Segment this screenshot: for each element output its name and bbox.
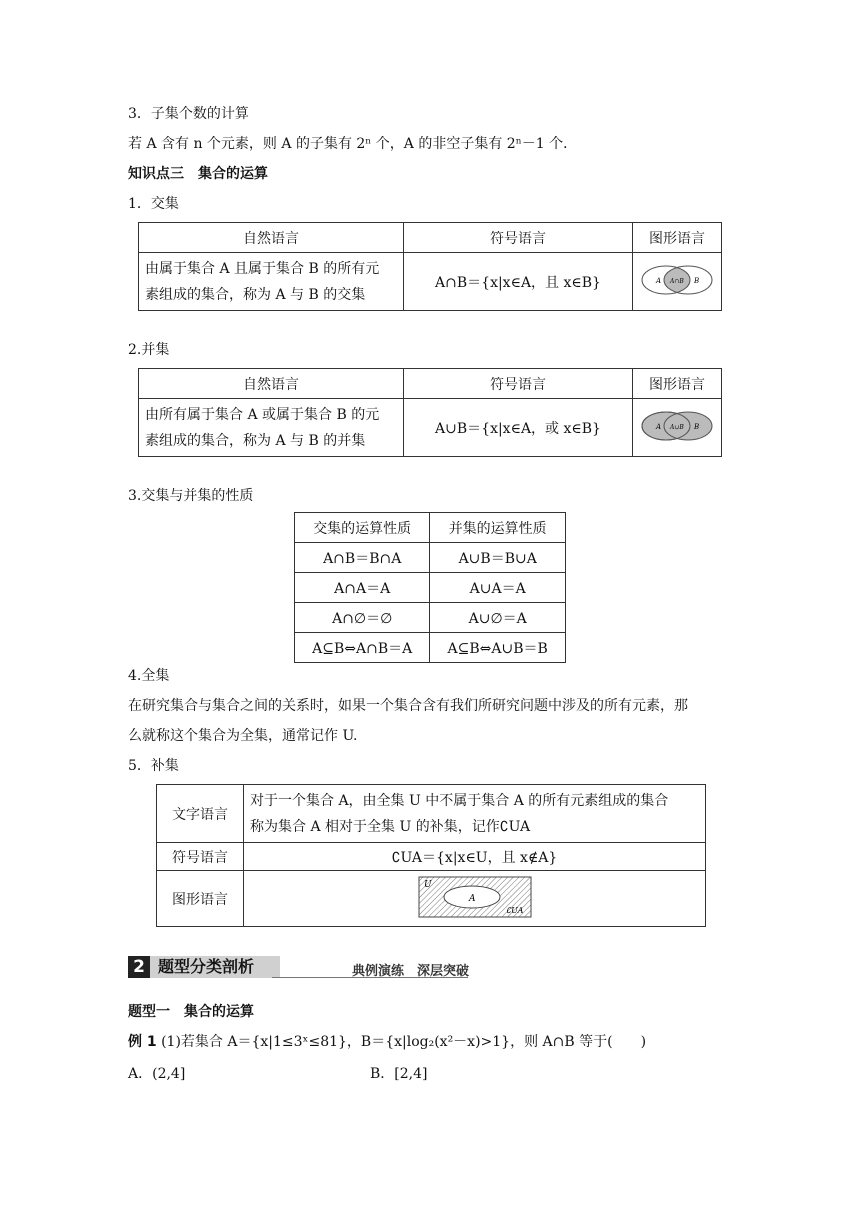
union-venn-diagram	[639, 408, 715, 444]
section-banner-subtitle: 典例演练 深层突破	[352, 964, 470, 979]
venn-label-mid: A∩B	[670, 277, 684, 285]
complement-text-label: 文字语言	[157, 785, 244, 843]
props-cell: A∩B＝B∩A	[295, 543, 430, 573]
venn-label-b: B	[694, 422, 700, 431]
complement-table	[156, 784, 706, 927]
section-number-badge: 2	[128, 956, 150, 978]
kp3-title: 知识点三 集合的运算	[128, 166, 268, 182]
intersect-title: 1．交集	[128, 196, 179, 212]
example-label: 例 1	[128, 1034, 157, 1050]
props-table	[294, 512, 566, 663]
props-cell: A∩A＝A	[295, 573, 430, 603]
label-u: U	[423, 879, 432, 890]
intersect-natural	[139, 253, 404, 311]
props-cell: A∪A＝A	[430, 573, 566, 603]
union-symbol: A∪B＝{x|x∈A，或 x∈B}	[404, 399, 633, 457]
union-natural-line2: 素组成的集合，称为 A 与 B 的并集	[145, 432, 366, 449]
intersect-symbol: A∩B＝{x|x∈A，且 x∈B}	[404, 253, 633, 311]
complement-symbol: ∁UA＝{x|x∈U，且 x∉A}	[244, 843, 706, 871]
complement-text-line2: 称为集合 A 相对于全集 U 的补集，记作∁UA	[250, 818, 531, 835]
sec3-body: 若 A 含有 n 个元素，则 A 的子集有 2ⁿ 个，A 的非空子集有 2ⁿ－1 个．	[128, 136, 578, 152]
complement-symbol-label: 符号语言	[157, 843, 244, 871]
intersect-header-symbol: 符号语言	[404, 223, 633, 253]
props-title: 3.交集与并集的性质	[128, 488, 254, 504]
union-title: 2.并集	[128, 342, 170, 358]
label-a: A	[468, 893, 475, 904]
option-b: B．[2,4]	[370, 1066, 428, 1082]
intersect-venn	[633, 253, 722, 311]
venn-label-a: A	[656, 422, 662, 431]
props-cell: A∩∅＝∅	[295, 603, 430, 633]
type1-title: 题型一 集合的运算	[128, 1004, 254, 1020]
complement-title: 5．补集	[128, 758, 179, 774]
example-1	[128, 1032, 646, 1052]
sec3-title: 3．子集个数的计算	[128, 106, 249, 122]
venn-label-b: B	[694, 276, 700, 285]
venn-label-a: A	[656, 276, 662, 285]
union-venn	[633, 399, 722, 457]
label-complement: ∁UA	[505, 905, 523, 915]
complement-text-line1: 对于一个集合 A，由全集 U 中不属于集合 A 的所有元素组成的集合	[250, 792, 669, 809]
props-cell: A⊆B⇔A∩B＝A	[295, 633, 430, 663]
intersect-natural-line2: 素组成的集合，称为 A 与 B 的交集	[145, 286, 366, 303]
intersect-table	[138, 222, 722, 311]
intersect-natural-line1: 由属于集合 A 且属于集合 B 的所有元	[145, 260, 380, 277]
section-banner-title: 题型分类剖析	[150, 956, 280, 978]
props-cell: A∪B＝B∪A	[430, 543, 566, 573]
union-header-graph: 图形语言	[633, 369, 722, 399]
intersect-venn-diagram	[639, 262, 715, 298]
complement-venn-diagram	[418, 876, 532, 918]
complement-graph	[244, 871, 706, 927]
union-natural-line1: 由所有属于集合 A 或属于集合 B 的元	[145, 406, 380, 423]
intersect-header-natural: 自然语言	[139, 223, 404, 253]
universal-line1: 在研究集合与集合之间的关系时，如果一个集合含有我们所研究问题中涉及的所有元素，那	[128, 698, 688, 714]
union-header-symbol: 符号语言	[404, 369, 633, 399]
complement-text	[244, 785, 706, 843]
props-cell: A∪∅＝A	[430, 603, 566, 633]
universal-title: 4.全集	[128, 668, 170, 684]
venn-label-mid: A∪B	[670, 423, 684, 431]
props-header-union: 并集的运算性质	[430, 513, 566, 543]
props-cell: A⊆B⇔A∪B＝B	[430, 633, 566, 663]
option-a: A．(2,4]	[128, 1066, 186, 1082]
complement-graph-label: 图形语言	[157, 871, 244, 927]
intersect-header-graph: 图形语言	[633, 223, 722, 253]
props-header-intersect: 交集的运算性质	[295, 513, 430, 543]
union-table	[138, 368, 722, 457]
universal-line2: 么就称这个集合为全集，通常记作 U.	[128, 728, 358, 744]
union-header-natural: 自然语言	[139, 369, 404, 399]
union-natural	[139, 399, 404, 457]
example-text: (1)若集合 A＝{x|1≤3ˣ≤81}，B＝{x|log₂(x²－x)>1}，则 A∩B 等于( )	[161, 1034, 647, 1050]
